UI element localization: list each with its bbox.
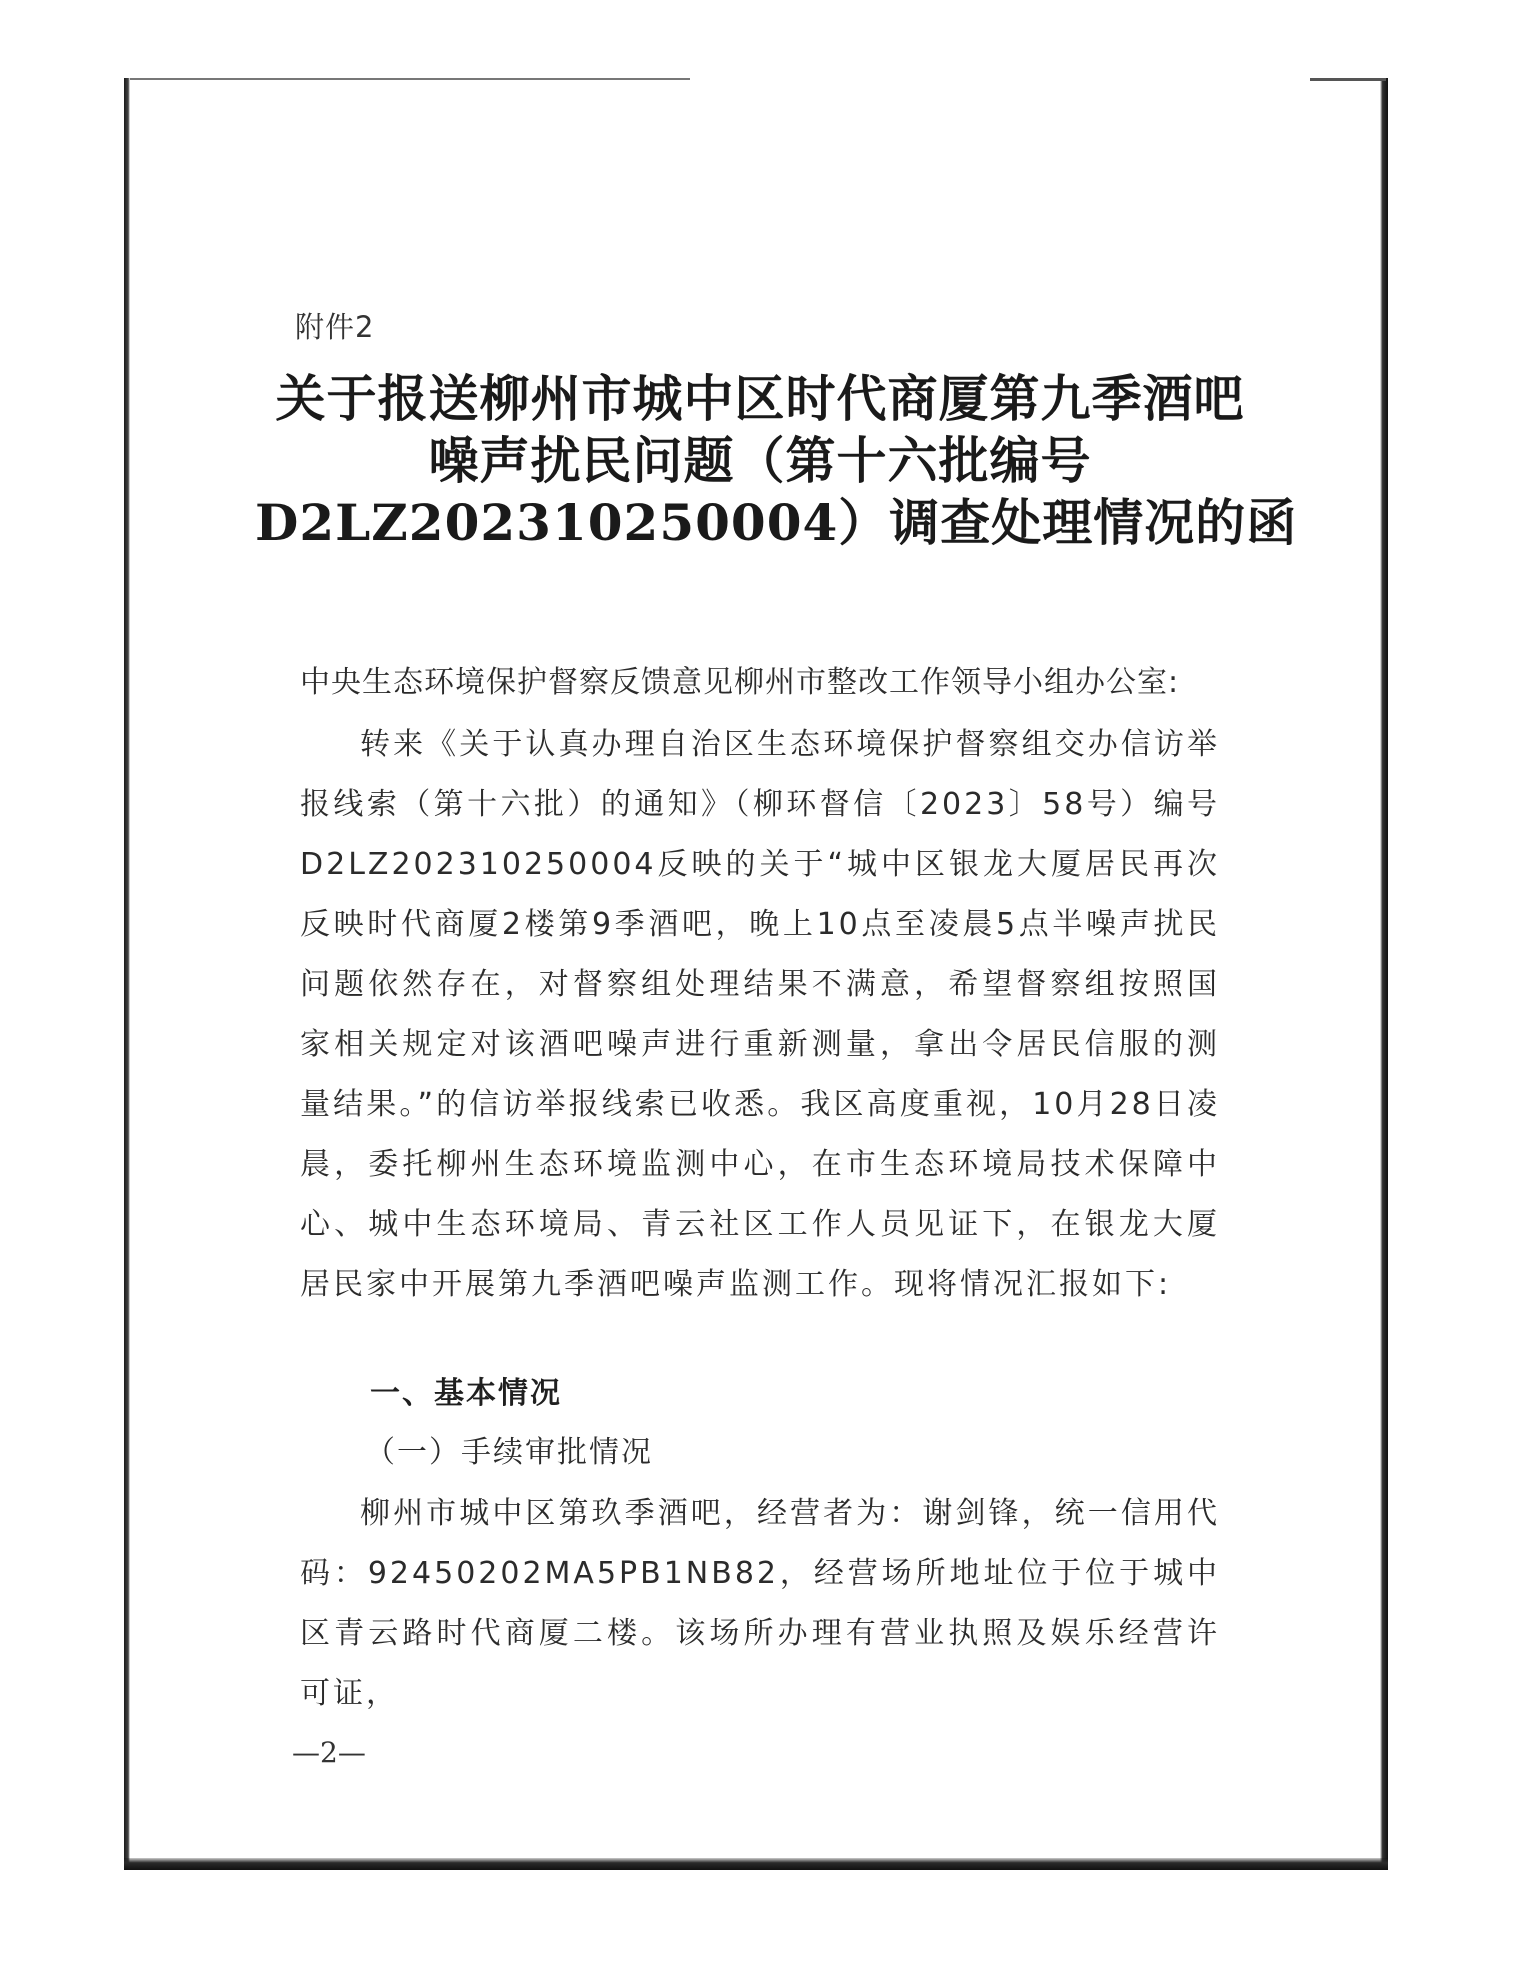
scan-edge-top-right <box>1310 78 1386 81</box>
scan-edge-top <box>130 78 690 80</box>
title-line-3: D2LZ202310250004）调查处理情况的函 <box>255 493 1298 552</box>
body-paragraph-1: 转来《关于认真办理自治区生态环境保护督察组交办信访举报线索（第十六批）的通知》（柳环督信〔2023〕58号）编号D2LZ202310250004反映的关于“城中区银龙大厦居民再次反映时代商厦2楼第9季酒吧，晚上10点至凌晨5点半噪声扰民问题依然存在，对督察组处理结果不满意，希望督察组按照国家相关规定对该酒吧噪声进行重新测量，拿出令居民信服的测量结果。”的信访举报线索已收悉。我区高度重视，10月28日凌晨，委托柳州生态环境监测中心，在市生态环境局技术保障中心、城中生态环境局、青云社区工作人员见证下，在银龙大厦居民家中开展第九季酒吧噪声监测工作。现将情况汇报如下: <box>300 727 1220 1302</box>
section-heading-basic-info: 一、基本情况 <box>370 1376 562 1411</box>
scan-edge-right <box>1380 78 1388 1869</box>
body-paragraph-2: 柳州市城中区第玖季酒吧，经营者为：谢剑锋，统一信用代码：92450202MA5PB1NB82，经营场所地址位于位于城中区青云路时代商厦二楼。该场所办理有营业执照及娱乐经营许可证， <box>300 1496 1220 1711</box>
scan-edge-bottom <box>124 1858 1388 1870</box>
title-line-2: 噪声扰民问题（第十六批编号 <box>428 431 1092 490</box>
subsection-heading-approval: （一）手续审批情况 <box>365 1435 653 1470</box>
document-title <box>255 368 1298 554</box>
recipient-line: 中央生态环境保护督察反馈意见柳州市整改工作领导小组办公室: <box>300 665 1180 700</box>
scan-edge-left <box>124 78 130 1869</box>
page-number: —2— <box>292 1736 366 1769</box>
attachment-label: 附件2 <box>295 310 375 344</box>
title-line-1: 关于报送柳州市城中区时代商厦第九季酒吧 <box>275 369 1245 428</box>
